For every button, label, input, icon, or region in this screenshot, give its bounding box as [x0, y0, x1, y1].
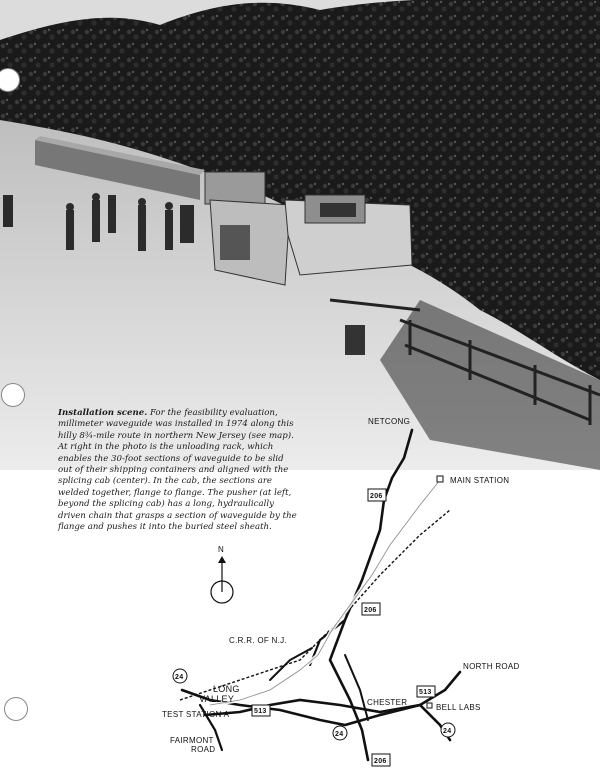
route-shield-24-right [441, 723, 455, 737]
north-label: N [218, 545, 225, 554]
route-shield-206-mid [362, 603, 380, 615]
north-arrow [211, 545, 233, 603]
route-shield-513-left [252, 705, 270, 716]
route-shield-24-mid [333, 726, 347, 740]
svg-text:513: 513 [419, 689, 432, 696]
caption-lead: Installation scene. [58, 408, 148, 418]
svg-text:513: 513 [254, 708, 267, 715]
label-north-road: NORTH ROAD [463, 662, 520, 671]
label-test-station: TEST STATION A [162, 710, 230, 719]
svg-text:24: 24 [335, 731, 344, 738]
caption-body: For the feasibility evaluation, millimeter waveguide was installed in 1974 along this hilly 8¾-mile route in northern New Jersey (see map). At right in the photo is the unloading rack, which enables the 30-foot sections of waveguide to be slid out of their shipping containers and aligned with the splicing cab (center). In the cab, the sections are welded together, flange to flange. The pusher (at left, beyond the splicing cab) has a long, hydraulically driven chain that grasps a section of waveguide by the flange and pushes it into the buried steel sheath. [58, 408, 297, 533]
bell-labs-marker [427, 703, 432, 708]
label-road: ROAD [191, 745, 216, 754]
svg-text:206: 206 [370, 493, 383, 500]
waveguide-route [210, 480, 440, 705]
label-long: LONG [213, 684, 240, 694]
binder-hole-bottom [4, 697, 28, 721]
railroad-crr [180, 510, 450, 700]
svg-text:24: 24 [443, 728, 452, 735]
svg-text:206: 206 [364, 607, 377, 614]
label-chester: CHESTER [367, 698, 408, 707]
label-fairmont: FAIRMONT [170, 736, 214, 745]
route-shield-206-bottom [372, 754, 390, 766]
label-bell-labs: BELL LABS [436, 703, 481, 712]
label-main-station: MAIN STATION [450, 476, 510, 485]
svg-text:206: 206 [374, 758, 387, 765]
label-valley: VALLEY [199, 694, 235, 704]
route-map [160, 405, 600, 783]
splicing-cab [285, 195, 412, 275]
label-crr: C.R.R. OF N.J. [229, 636, 287, 645]
road-local [345, 655, 368, 720]
route-shield-513-right [417, 686, 435, 697]
svg-text:24: 24 [175, 674, 184, 681]
binder-hole-middle [1, 383, 25, 407]
route-shield-24-left [173, 669, 187, 683]
label-netcong: NETCONG [368, 417, 411, 426]
main-station-marker [437, 476, 443, 482]
route-shield-206-top [368, 489, 386, 501]
